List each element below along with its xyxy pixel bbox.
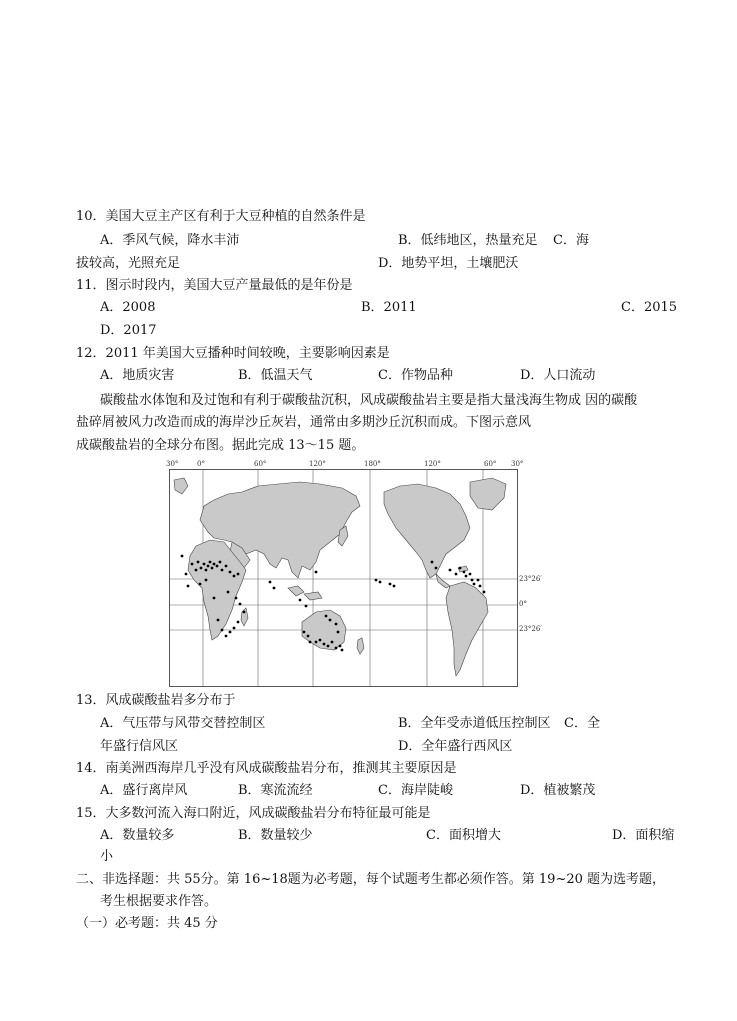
map-lon-label: 0°	[197, 460, 205, 468]
q11-option-c: C．2015	[621, 300, 678, 315]
q15-option-b: B．数量较少	[238, 828, 313, 843]
q11-stem: 11．图示时段内，美国大豆产量最低的是年份是	[76, 278, 353, 293]
q14-stem: 14．南美洲西海岸几乎没有风成碳酸盐岩分布，推测其主要原因是	[76, 761, 457, 776]
passage-line-2: 盐碎屑被风力改造而成的海岸沙丘灰岩，通常由多期沙丘沉积而成。下图示意风	[76, 415, 532, 430]
map-lat-label: 23°26′	[519, 625, 542, 633]
q10-option-a: A．季风气候，降水丰沛	[100, 233, 240, 248]
q11-option-b: B．2011	[361, 300, 417, 315]
section2-sub: （一）必考题：共 45 分	[76, 916, 218, 931]
map-lon-label: 30°	[166, 460, 179, 468]
q12-option-d: D．人口流动	[520, 368, 596, 383]
q10-option-b: B．低纬地区，热量充足	[398, 233, 538, 248]
q13-option-a: A．气压带与风带交替控制区	[100, 716, 266, 731]
passage-line-1: 碳酸盐水体饱和及过饱和有利于碳酸盐沉积，风成碳酸盐岩主要是指大量浅海生物成 因的碳酸	[100, 393, 638, 408]
world-map-svg	[170, 470, 517, 686]
q15-stem: 15．大多数河流入海口附近，风成碳酸盐岩分布特征最可能是	[76, 806, 431, 821]
map-lat-label: 0°	[519, 600, 527, 608]
map-lon-label: 30°	[511, 460, 524, 468]
map-lon-label: 180°	[364, 460, 381, 468]
q15-option-d: D．面积缩	[612, 828, 675, 843]
q14-option-d: D．植被繁茂	[520, 783, 596, 798]
q14-option-c: C．海岸陡峻	[378, 783, 453, 798]
map-lat-label: 23°26′	[519, 575, 542, 583]
q10-stem: 10．美国大豆主产区有利于大豆种植的自然条件是	[76, 209, 366, 224]
q12-option-a: A．地质灾害	[100, 368, 175, 383]
q10-option-d: D．地势平坦，土壤肥沃	[378, 256, 519, 271]
map-lon-label: 120°	[309, 460, 326, 468]
q13-option-d: D．全年盛行西风区	[398, 739, 513, 754]
world-map	[169, 469, 518, 687]
q13-option-c: C．全	[564, 716, 600, 731]
q10-option-c-cont: 拔较高，光照充足	[76, 256, 181, 271]
q15-option-a: A．数量较多	[100, 828, 175, 843]
q13-option-b: B．全年受赤道低压控制区	[398, 716, 551, 731]
map-lon-label: 60°	[254, 460, 267, 468]
q15-option-c: C．面积增大	[426, 828, 501, 843]
q11-option-d: D．2017	[100, 323, 157, 338]
q12-option-b: B．低温天气	[238, 368, 313, 383]
q13-option-c-cont: 年盛行信风区	[100, 739, 179, 754]
q13-stem: 13．风成碳酸盐岩多分布于	[76, 693, 236, 708]
q14-option-b: B．寒流流经	[238, 783, 313, 798]
map-lon-label: 60°	[484, 460, 497, 468]
map-lon-label: 120°	[424, 460, 441, 468]
q15-option-d-cont: 小	[100, 849, 114, 864]
q12-option-c: C．作物品种	[378, 368, 453, 383]
q14-option-a: A．盛行离岸风	[100, 783, 188, 798]
section2-line-1: 二、非选择题：共 55分。第 16~18题为必考题，每个试题考生都必须作答。第 19~20 题为选考题，	[76, 872, 666, 887]
q12-stem: 12．2011 年美国大豆播种时间较晚，主要影响因素是	[76, 346, 390, 361]
q10-option-c: C．海	[553, 233, 589, 248]
q11-option-a: A．2008	[100, 300, 156, 315]
section2-line-2: 考生根据要求作答。	[100, 894, 218, 909]
passage-line-3: 成碳酸盐岩的全球分布图。据此完成 13～15 题。	[76, 438, 365, 453]
